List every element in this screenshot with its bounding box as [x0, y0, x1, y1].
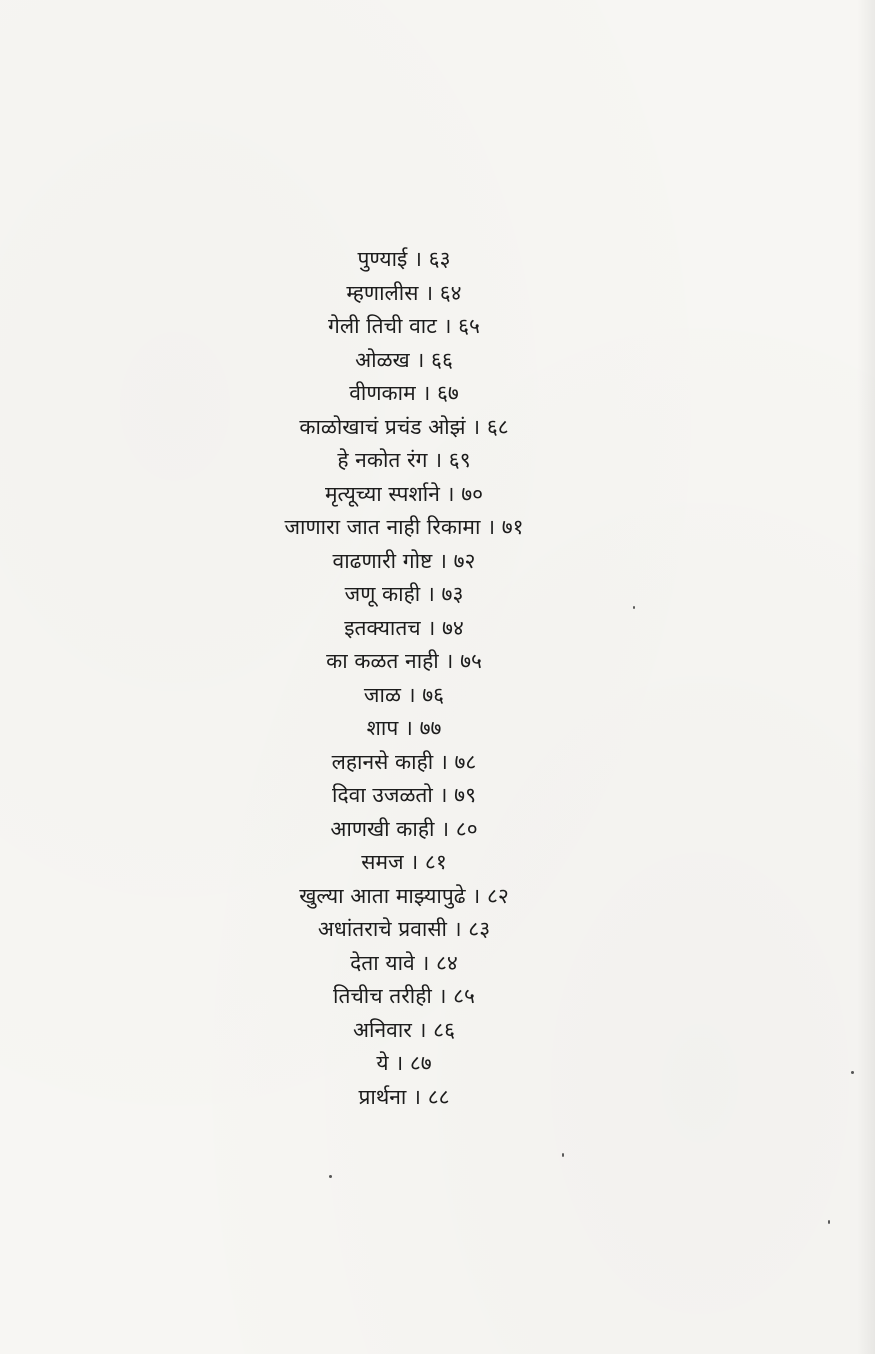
- toc-entry-page-number: ७९: [454, 783, 476, 807]
- paper-speck: [329, 1175, 332, 1178]
- toc-entry: खुल्या आता माझ्यापुढे । ८२: [299, 883, 509, 908]
- toc-entry-page-number: ७६: [422, 682, 445, 707]
- toc-entry: पुण्याई । ६३: [357, 247, 451, 271]
- toc-entry: मृत्यूच्या स्पर्शाने । ७०: [324, 481, 484, 506]
- toc-entry-title: मृत्यूच्या स्पर्शाने: [324, 481, 440, 506]
- toc-entry-page-number: ८४: [436, 950, 458, 975]
- toc-entry-page-number: ७४: [441, 615, 464, 640]
- toc-entry-title: समज: [361, 850, 404, 874]
- toc-entry-title: वीणकाम: [349, 381, 416, 405]
- toc-entry-page-number: ८५: [453, 984, 475, 1008]
- toc-entry-title: हे नकोत रंग: [337, 448, 428, 472]
- toc-entry-title: इतक्यातच: [344, 615, 421, 640]
- toc-entry: वाढणारी गोष्ट । ७२: [332, 548, 476, 573]
- toc-entry: तिचीच तरीही । ८५: [333, 984, 475, 1008]
- toc-entry-page-number: ८६: [433, 1017, 455, 1042]
- toc-entry-page-number: ८७: [409, 1051, 432, 1075]
- toc-entry: गेली तिची वाट । ६५: [328, 314, 480, 338]
- toc-entry-page-number: ७१: [501, 515, 524, 539]
- toc-entry-page-number: ६३: [428, 247, 451, 271]
- toc-entry-title: जाणारा जात नाही रिकामा: [284, 515, 481, 539]
- toc-entry-page-number: ८०: [455, 816, 478, 841]
- toc-entry-title: लहानसे काही: [331, 749, 434, 774]
- toc-entry: समज । ८१: [361, 850, 447, 874]
- toc-entry-page-number: ७३: [441, 582, 464, 606]
- toc-entry: दिवा उजळतो । ७९: [332, 783, 476, 807]
- toc-entry-title: का कळत नाही: [326, 649, 439, 673]
- toc-entry-page-number: ६६: [431, 347, 453, 372]
- toc-entry: जाळ । ७६: [363, 682, 445, 707]
- toc-entry-title: काळोखाचं प्रचंड ओझं: [299, 414, 466, 439]
- toc-entry-page-number: ७०: [461, 481, 484, 506]
- toc-entry-title: ये: [376, 1051, 389, 1075]
- toc-entry-title: आणखी काही: [330, 816, 435, 841]
- toc-entry-page-number: ८३: [468, 917, 491, 941]
- toc-entry-page-number: ७८: [454, 749, 477, 774]
- toc-entry: काळोखाचं प्रचंड ओझं । ६८: [299, 414, 509, 439]
- toc-entry: देता यावे । ८४: [350, 950, 458, 975]
- toc-entry-page-number: ६९: [448, 448, 471, 472]
- toc-entry-title: पुण्याई: [357, 247, 408, 271]
- toc-entry-title: शाप: [366, 716, 399, 740]
- toc-entry: शाप । ७७: [366, 716, 442, 740]
- toc-entry-page-number: ७२: [453, 548, 476, 573]
- toc-entry-page-number: ७५: [460, 649, 482, 673]
- toc-entry-page-number: ८२: [486, 883, 509, 908]
- toc-entry-page-number: ७७: [419, 716, 442, 740]
- toc-entry: वीणकाम । ६७: [349, 381, 459, 405]
- toc-entry: का कळत नाही । ७५: [326, 649, 482, 673]
- toc-entry-title: वाढणारी गोष्ट: [332, 548, 433, 573]
- toc-entry: ये । ८७: [376, 1051, 432, 1075]
- toc-entry-page-number: ६८: [486, 414, 509, 439]
- toc-entry-title: ओळख: [355, 347, 410, 372]
- toc-entry: हे नकोत रंग । ६९: [337, 448, 471, 472]
- toc-entry-title: दिवा उजळतो: [332, 783, 433, 807]
- page-edge-shadow: [857, 0, 875, 1354]
- toc-entry-title: खुल्या आता माझ्यापुढे: [299, 883, 466, 908]
- toc-entry-title: तिचीच तरीही: [333, 984, 432, 1008]
- toc-entry-title: म्हणालीस: [346, 280, 419, 305]
- toc-entry: लहानसे काही । ७८: [331, 749, 477, 774]
- toc-entry: जणू काही । ७३: [344, 582, 464, 606]
- toc-entry-title: प्रार्थना: [358, 1084, 407, 1109]
- toc-entry: प्रार्थना । ८८: [358, 1084, 450, 1109]
- table-of-contents: [0, 243, 808, 1114]
- toc-entry-title: गेली तिची वाट: [328, 314, 437, 338]
- toc-entry-title: देता यावे: [350, 950, 415, 975]
- toc-entry-title: अनिवार: [353, 1017, 412, 1042]
- toc-entry-page-number: ६७: [436, 381, 459, 405]
- paper-speck: [633, 606, 635, 609]
- toc-entry-title: जाळ: [363, 682, 401, 707]
- toc-entry-page-number: ८१: [424, 850, 447, 874]
- toc-entry-page-number: ६५: [458, 314, 480, 338]
- toc-entry-page-number: ६४: [439, 280, 462, 305]
- toc-entry: अनिवार । ८६: [353, 1017, 455, 1042]
- paper-speck: [828, 1220, 830, 1224]
- toc-entry: म्हणालीस । ६४: [346, 280, 462, 305]
- paper-speck: [851, 1071, 854, 1074]
- toc-entry-page-number: ८८: [427, 1084, 450, 1109]
- toc-entry: ओळख । ६६: [355, 347, 453, 372]
- toc-entry-title: जणू काही: [344, 582, 421, 606]
- toc-entry: इतक्यातच । ७४: [344, 615, 464, 640]
- toc-entry: आणखी काही । ८०: [330, 816, 478, 841]
- toc-entry: जाणारा जात नाही रिकामा । ७१: [284, 515, 524, 539]
- paper-speck: [562, 1153, 564, 1157]
- toc-entry-title: अधांतराचे प्रवासी: [317, 917, 447, 941]
- toc-entry: अधांतराचे प्रवासी । ८३: [317, 917, 491, 941]
